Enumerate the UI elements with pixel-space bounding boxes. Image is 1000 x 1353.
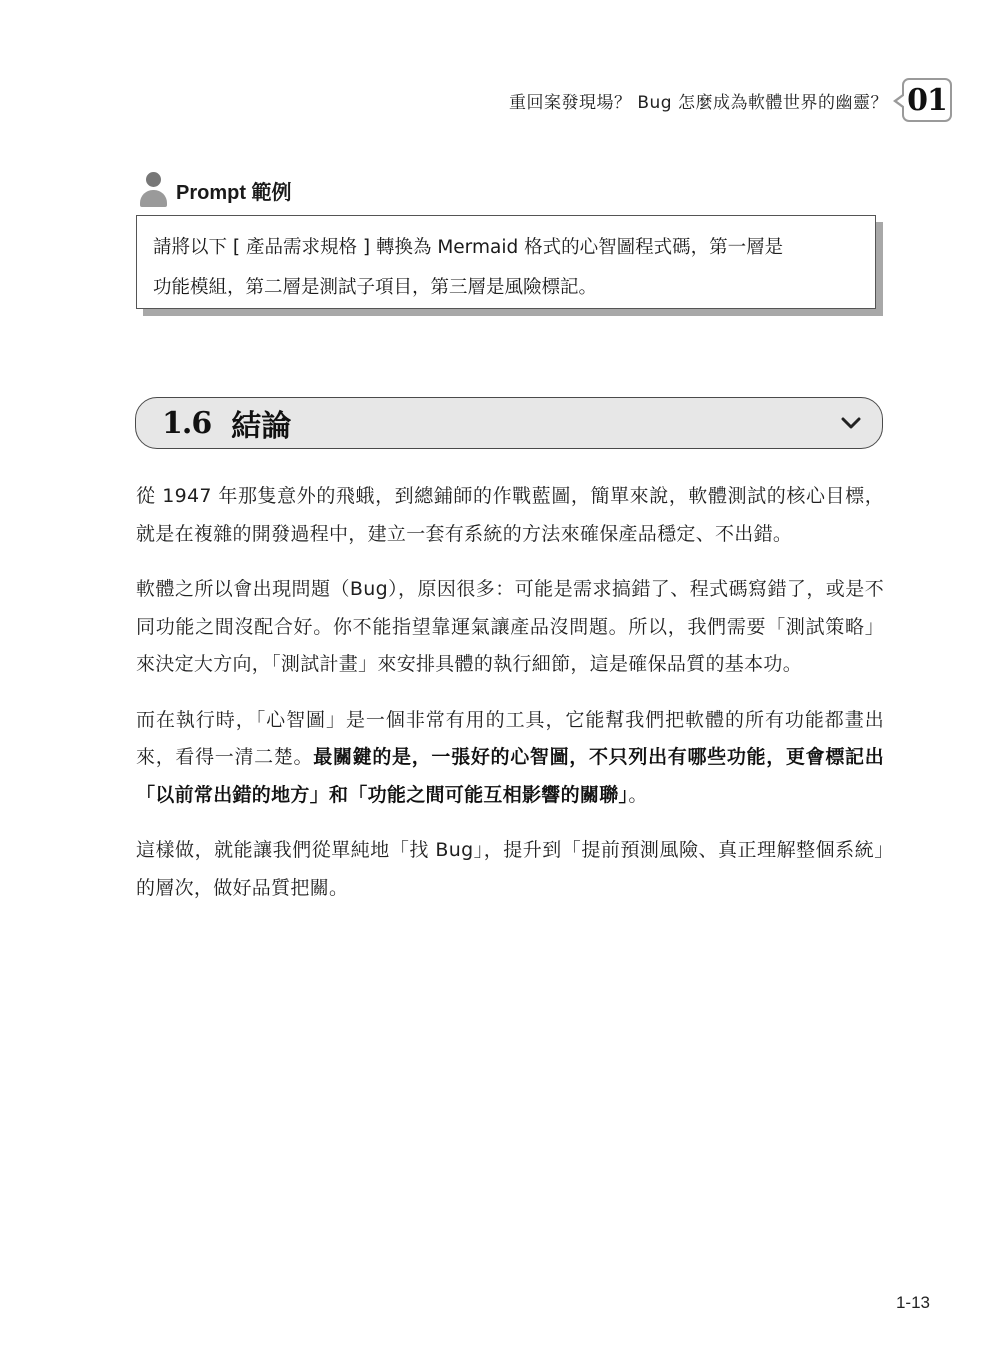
section-title: 結論 [231, 409, 292, 444]
prompt-line: 功能模組，第二層是測試子項目，第三層是風險標記。 [153, 277, 598, 298]
paragraph-mindmap-end: 。 [628, 783, 648, 806]
section-number: 1.6 [162, 405, 212, 441]
paragraph-mindmap-text: 而在執行時，「心智圖」是一個非常有用的工具，它能幫我們把軟體的所有功能都畫出來，看得一清二楚。 [136, 708, 884, 768]
prompt-example-heading [138, 172, 292, 208]
running-title: 重回案發現場？ Bug 怎麼成為軟體世界的幽靈？ [508, 92, 888, 113]
chevron-down-icon [840, 412, 862, 434]
section-heading-banner [135, 397, 883, 449]
prompt-example-label: Prompt 範例 [176, 181, 292, 204]
paragraph-conclusion: 這樣做，就能讓我們從單純地「找 Bug」，提升到「提前預測風險、真正理解整個系統」的層次，做好品質把關。 [136, 839, 884, 899]
chapter-badge [902, 78, 952, 122]
paragraph-intro: 從 1947 年那隻意外的飛蛾，到總鋪師的作戰藍圖，簡單來說，軟體測試的核心目標，就是在複雜的開發過程中，建立一套有系統的方法來確保產品穩定、不出錯。 [136, 485, 884, 545]
chapter-number: 01 [907, 82, 947, 118]
person-icon [138, 172, 168, 208]
running-header [509, 78, 952, 122]
section-body [136, 478, 884, 925]
paragraph-mindmap-emphasis: 最關鍵的是，一張好的心智圖，不只列出有哪些功能，更會標記出「以前常出錯的地方」和「功能之間可能互相影響的關聯」 [136, 746, 885, 806]
paragraph-mindmap [136, 702, 884, 815]
page-number: 1-13 [895, 1293, 930, 1312]
prompt-box [136, 215, 876, 309]
paragraph-causes: 軟體之所以會出現問題（Bug），原因很多：可能是需求搞錯了、程式碼寫錯了，或是不同功能之間沒配合好。你不能指望靠運氣讓產品沒問題。所以，我們需要「測試策略」來決定大方向，「測試計畫」來安排具體的執行細節，這是確保品質的基本功。 [136, 578, 884, 675]
prompt-line: 請將以下 [ 產品需求規格 ] 轉換為 Mermaid 格式的心智圖程式碼，第一層是 [153, 237, 784, 258]
